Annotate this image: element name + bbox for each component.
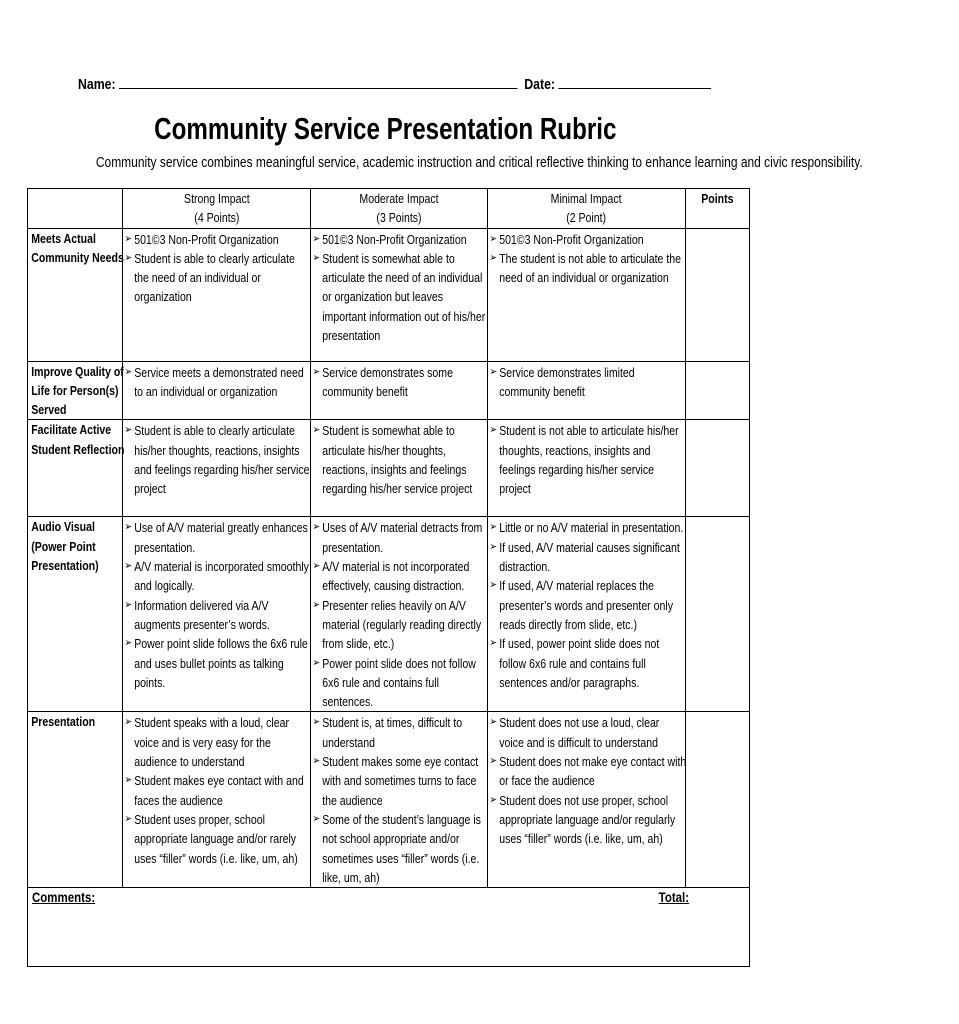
bullet-item: ➢ Service demonstrates some community benefit bbox=[313, 363, 489, 402]
moderate-impact-header bbox=[311, 189, 488, 229]
bullet-item: ➢ 501©3 Non-Profit Organization bbox=[125, 230, 312, 249]
moderate-cell bbox=[311, 361, 488, 420]
criterion-text: (Power Point bbox=[31, 538, 96, 554]
strong-impact-title: Strong Impact bbox=[183, 191, 250, 206]
strong-cell bbox=[123, 361, 311, 420]
points-cell[interactable] bbox=[686, 420, 750, 517]
bullet-item: ➢ Student speaks with a loud, clear voice and is very easy for the audience to understand bbox=[125, 713, 312, 771]
date-blank[interactable] bbox=[558, 74, 711, 89]
bullet-item: ➢ Student is not able to articulate his/her thoughts, reactions, insights and feelings regarding his/her service project bbox=[490, 421, 687, 498]
criterion-text: Presentation bbox=[31, 714, 96, 730]
minimal-cell bbox=[488, 361, 686, 420]
bullet-item: ➢ Use of A/V material greatly enhances presentation. bbox=[125, 518, 312, 557]
table-row bbox=[28, 712, 750, 888]
bullet-item: ➢ Some of the student’s language is not school appropriate and/or sometimes uses “filler” words (i.e. like, um, ah) bbox=[313, 810, 489, 887]
moderate-cell bbox=[311, 228, 488, 361]
criterion-cell bbox=[28, 712, 123, 888]
strong-cell bbox=[123, 228, 311, 361]
criterion-cell bbox=[28, 420, 123, 517]
minimal-impact-header bbox=[488, 189, 686, 229]
comments-cell[interactable] bbox=[28, 888, 750, 967]
bullet-item: ➢ Student uses proper, school appropriate language and/or rarely uses “filler” words (i.e. like, um, ah) bbox=[125, 810, 312, 868]
bullet-item: ➢ Power point slide does not follow 6x6 rule and contains full sentences. bbox=[313, 654, 489, 712]
criterion-cell bbox=[28, 517, 123, 712]
moderate-impact-points: (3 Points) bbox=[376, 210, 422, 226]
moderate-impact-title: Moderate Impact bbox=[359, 191, 439, 206]
table-row bbox=[28, 420, 750, 517]
bullet-item: ➢ Student does not use a loud, clear voice and is difficult to understand bbox=[490, 713, 687, 752]
minimal-impact-points: (2 Point) bbox=[566, 210, 607, 226]
points-title: Points bbox=[701, 191, 734, 206]
bullet-item: ➢ Power point slide follows the 6x6 rule and uses bullet points as talking points. bbox=[125, 634, 312, 692]
date-label: Date: bbox=[524, 76, 556, 93]
bullet-item: ➢ If used, A/V material causes significant distraction. bbox=[490, 538, 687, 577]
name-date-line bbox=[78, 74, 603, 98]
header-row bbox=[28, 189, 750, 229]
bullet-item: ➢ 501©3 Non-Profit Organization bbox=[490, 230, 687, 249]
bullet-item: ➢ Student is able to clearly articulate the need of an individual or organization bbox=[125, 249, 312, 307]
criterion-text: Improve Quality of bbox=[31, 363, 124, 379]
criterion-cell bbox=[28, 361, 123, 420]
criterion-text: Community Needs bbox=[31, 249, 124, 265]
bullet-item: ➢ A/V material is not incorporated effectively, causing distraction. bbox=[313, 557, 489, 596]
bullet-item: ➢ If used, A/V material replaces the presenter’s words and presenter only reads directly from slide, etc.) bbox=[490, 576, 687, 634]
bullet-item: ➢ Student does not make eye contact with or face the audience bbox=[490, 752, 687, 791]
points-header bbox=[686, 189, 750, 229]
criterion-cell bbox=[28, 228, 123, 361]
criterion-text: Life for Person(s) bbox=[31, 382, 119, 398]
moderate-cell bbox=[311, 712, 488, 888]
strong-impact-header bbox=[123, 189, 311, 229]
bullet-item: ➢ A/V material is incorporated smoothly and logically. bbox=[125, 557, 312, 596]
criterion-text: Facilitate Active bbox=[31, 422, 112, 438]
bullet-item: ➢ Little or no A/V material in presentation. bbox=[490, 518, 687, 537]
points-cell[interactable] bbox=[686, 712, 750, 888]
table-row bbox=[28, 517, 750, 712]
minimal-cell bbox=[488, 228, 686, 361]
bullet-item: ➢ Student makes eye contact with and faces the audience bbox=[125, 771, 312, 810]
minimal-impact-title: Minimal Impact bbox=[551, 191, 622, 206]
table-row bbox=[28, 228, 750, 361]
bullet-item: ➢ Student is somewhat able to articulate his/her thoughts, reactions, insights and feelings regarding his/her service project bbox=[313, 421, 489, 498]
comments-row bbox=[28, 888, 750, 967]
page-title: Community Service Presentation Rubric bbox=[153, 111, 617, 146]
moderate-cell bbox=[311, 420, 488, 517]
name-label: Name: bbox=[78, 76, 116, 93]
criterion-text: Presentation) bbox=[31, 558, 99, 574]
strong-impact-points: (4 Points) bbox=[193, 210, 240, 226]
criterion-text: Served bbox=[31, 402, 67, 418]
criterion-text: Student Reflection bbox=[31, 441, 125, 457]
points-cell[interactable] bbox=[686, 517, 750, 712]
strong-cell bbox=[123, 420, 311, 517]
minimal-cell bbox=[488, 712, 686, 888]
minimal-cell bbox=[488, 420, 686, 517]
bullet-item: ➢ Student is able to clearly articulate his/her thoughts, reactions, insights and feelings regarding his/her service project bbox=[125, 421, 312, 498]
criterion-text: Audio Visual bbox=[31, 519, 95, 535]
bullet-item: ➢ Student is, at times, difficult to understand bbox=[313, 713, 489, 752]
points-cell[interactable] bbox=[686, 361, 750, 420]
criterion-header bbox=[28, 189, 123, 229]
bullet-item: ➢ Presenter relies heavily on A/V material (regularly reading directly from slide, etc.) bbox=[313, 596, 489, 654]
comments-label: Comments: bbox=[32, 889, 96, 906]
criterion-text: Meets Actual bbox=[31, 230, 96, 246]
bullet-item: ➢ Student makes some eye contact with and sometimes turns to face the audience bbox=[313, 752, 489, 810]
bullet-item: ➢ Student does not use proper, school appropriate language and/or regularly uses “filler” words (i.e. like, um, ah) bbox=[490, 791, 687, 849]
bullet-item: ➢ Uses of A/V material detracts from presentation. bbox=[313, 518, 489, 557]
bullet-item: ➢ Student is somewhat able to articulate the need of an individual or organization but leaves important information out of his/her presentation bbox=[313, 249, 489, 345]
bullet-item: ➢ Service meets a demonstrated need to an individual or organization bbox=[125, 363, 312, 402]
points-cell[interactable] bbox=[686, 228, 750, 361]
bullet-item: ➢ 501©3 Non-Profit Organization bbox=[313, 230, 489, 249]
minimal-cell bbox=[488, 517, 686, 712]
page-subtitle: Community service combines meaningful service, academic instruction and critical reflective thinking to enhance learning and civic responsibility. bbox=[95, 154, 863, 171]
bullet-item: ➢ If used, power point slide does not follow 6x6 rule and contains full sentences and/or paragraphs. bbox=[490, 634, 687, 692]
bullet-item: ➢ Information delivered via A/V augments presenter’s words. bbox=[125, 596, 312, 635]
name-blank[interactable] bbox=[119, 74, 518, 89]
rubric-table bbox=[27, 188, 750, 967]
bullet-item: ➢ The student is not able to articulate the need of an individual or organization bbox=[490, 249, 687, 288]
bullet-item: ➢ Service demonstrates limited community benefit bbox=[490, 363, 687, 402]
table-row bbox=[28, 361, 750, 420]
strong-cell bbox=[123, 517, 311, 712]
moderate-cell bbox=[311, 517, 488, 712]
strong-cell bbox=[123, 712, 311, 888]
total-label: Total: bbox=[658, 889, 689, 906]
